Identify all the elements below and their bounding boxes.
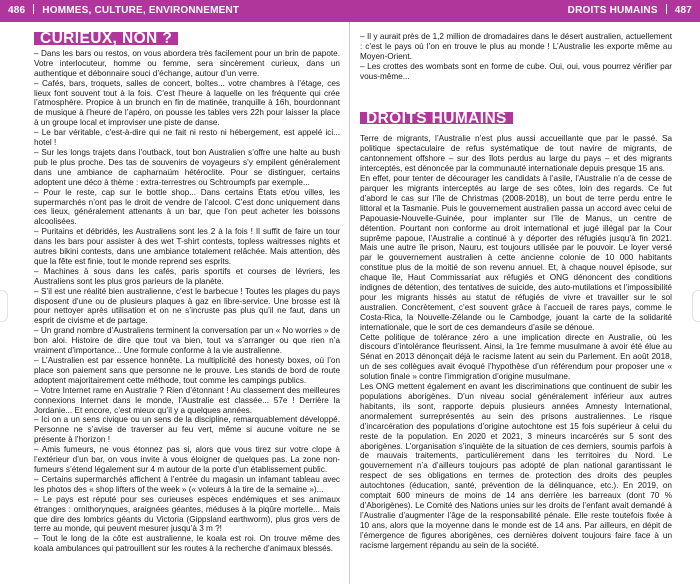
curieux-paragraph: – Il y aurait près de 1,2 million de dromadaires dans le désert australien, actuellement : c’est le pays où l’on en trouve le plus au monde ! L’Australie les exporte même au Moyen-Orient. [360,32,672,61]
curieux-paragraph: – Tout le long de la côte est australienne, le koala est roi. On trouve même des koala ambulances qui patrouillent sur les routes à la recherche d’animaux blessés. [34,534,340,554]
curieux-paragraph: – Le pays est réputé pour ses curieuses espèces endémiques et ses animaux étranges : ornithorynques, araignées géantes, méduses à la piqûre mortelle... Mais que dire des lombrics géants du Victoria (Gippsland earthworm), plus gros vers de terre au monde, qui peuvent mesurer jusqu’à 3 m ?! [34,494,340,534]
curieux-paragraph: – Votre Internet rame en Australie ? Rien d’étonnant ! Au classement des meilleures connexions Internet dans le monde, l’Australie est classée... 57e ! Derrière la Jordanie... Et encore, c’est mieux qu’il y a quelques années. [34,385,340,415]
right-page-edge [692,290,700,322]
left-page-edge [0,290,8,322]
curieux-paragraph: – Certains supermarchés affichent à l’entrée du magasin un infamant tableau avec les photos des « shop lifters of the week » (« voleurs à la tire de la semaine »)... [34,474,340,494]
curieux-paragraph: – Sur les longs trajets dans l’outback, tout bon Australien s’offre une halte au bush pub le plus proche. Des tas de souvenirs de voyageurs s’y empilent généralement dans une ambiance de capharnaüm hétéroclite. Pour se distinguer, certains adoptent une déco à thème : extra-terrestres ou Schtroumpfs par exemple... [34,147,340,187]
droits-humains-paragraph: Terre de migrants, l’Australie n’est plus aussi accueillante que par le passé. Sa politique spectaculaire de refus systématique de tout navire de migrants, de cantonnement offshore – sur des îlots perdus au large du pays – et des migrants interceptés, est dénoncée par la communauté internationale depuis presque 15 ans. [360,134,672,174]
header-separator [666,4,667,14]
header-bar [0,0,700,22]
droits-humains-paragraph: Cette politique de tolérance zéro a une implication directe en Australie, où les discours d’intolérance fleurissent. Ainsi, la 1re femme musulmane à avoir été élue au Sénat en 2013 dénonçait déjà le racisme latent au sein du Parlement. En août 2018, un de ses collègues avait évoqué l’hypothèse d’un référendum pour proposer une « solution finale » contre l’immigration d’origine musulmane. [360,332,672,382]
header-separator [33,4,34,14]
page-gutter [349,22,350,584]
left-page-column [34,30,340,554]
curieux-section-title: CURIEUX, NON ? [34,32,178,45]
right-page-column [360,32,672,551]
left-page-number: 486 [8,5,26,16]
curieux-paragraphs [34,49,340,554]
curieux-paragraph: – Cafés, bars, troquets, salles de concert, boîtes... votre chambres à l’étage, ces lieux font souvent tout à la fois. C’est l’heure à laquelle on les fréquente qui crée l’atmosphère. Propice à un brunch en fin de matinée, tranquille à 16h, bourdonnant de musique à l’heure de l’apéro, on pousse les tables vers 22h pour laisser la place à un groupe local et improviser une piste de danse. [34,78,340,128]
curieux-paragraph: – Pour le reste, cap sur le bottle shop... Dans certains États et/ou villes, les supermarchés n’ont pas le droit de vendre de l’alcool. C’est donc uniquement dans ces lieux, généralement attenants à un bar, que l’on peut acheter les boissons alcoolisées. [34,187,340,227]
curieux-paragraph: – Un grand nombre d’Australiens terminent la conversation par un « No worries » de bon aloi. Histoire de dire que tout va bien, tout va s’arranger ou que rien n’a vraiment d’importance... Une formule conforme à la vie australienne. [34,326,340,356]
droits-humains-section-title: DROITS HUMAINS [360,112,513,125]
left-header-title: HOMMES, CULTURE, ENVIRONNEMENT [42,5,240,16]
curieux-paragraph: – Puritains et débridés, les Australiens sont les 2 à la fois ! Il suffit de faire un tour dans les bars pour assister à des wet T-shirt contests, topless waitresses nights et autres bikini contests, dans une ambiance totalement relâchée. Mais attention, dès que la fête est finie, tout le monde reprend ses esprits. [34,227,340,266]
curieux-paragraph: – Machines à sous dans les cafés, paris sportifs et courses de lévriers, les Australiens sont les plus gros parieurs de la planète. [34,266,340,286]
droits-humains-paragraph: En effet, pour tenter de décourager les candidats à l’asile, l’Australie n’a de cesse de parquer les migrants interceptés au large de ses côtes, loin des regards. Ce fut d’abord le cas sur l’île de Christmas (2008-2018), un bout de terre perdu entre le littoral et la Tasmanie. Puis le gouvernement australien passa un accord avec celui de Papouasie-Nouvelle-Guinée, pour implanter sur l’île de Manus, un centre de détention. Pourtant non conforme au droit international et jugé illégal par la Cour suprême papoue, l’Australie a continué à y déporter des réfugiés jusqu’à fin 2021. Mais une autre île prison, Nauru, est toujours utilisée par le pouvoir. Le loyer versé par le gouvernement australien à cette ancienne colonie de 10 000 habitants constitue plus de la moitié de son revenu annuel. Et, à chaque nouvel épisode, sur chaque île, Haut Commissariat aux réfugiés et ONG dénoncent des conditions indignes de détention, des tentatives de suicide, des auto-mutilations et l’impossibilité pour les migrants hissés au statut de réfugiés de vivre et travailler sur le sol australien. Concrètement, c’est souvent grâce à l’accueil de rares pays, comme le Costa-Rica, la Nouvelle-Zélande ou le Cambodge, jouant la carte de la solidarité internationale, que le sort de ces demandeurs d’asile se dénoue. [360,174,672,332]
curieux-paragraph: – Le bar véritable, c’est-à-dire qui ne fait ni resto ni hébergement, est appelé ici... hotel ! [34,128,340,148]
right-running-header [568,4,692,16]
curieux-paragraph: – L’Australien est par essence honnête. La multiplicité des honesty boxes, où l’on place son paiement sans que personne ne le prouve. Les stands de bord de route adoptent majoritairement cette méthode, tout comme les campings publics. [34,356,340,385]
droits-humains-paragraph: Les ONG mettent également en avant les discriminations que continuent de subir les populations aborigènes. D’un niveau social généralement inférieur aux autres habitants, ils sont, rapporte depuis plusieurs années Amnesty International, anormalement surreprésentés au sein des prisons australiennes. Le risque d’incarcération des populations d’origine autochtone est 15 fois supérieur à celui du reste de la population. En 2020 et 2021, 3 mineurs incarcérés sur 5 sont des aborigènes. L’organisation s’inquiète de la situation de ces derniers, soumis parfois à de mauvais traitements, particulièrement dans les territoires du Nord. Le gouvernement n’a d’ailleurs toujours pas adopté de plan national garantissant le respect de ses obligations en termes de protection des droits des peuples autochtones (éducation, santé, prévention de la délinquance, etc.). En 2019, on comptait 600 mineurs de moins de 14 ans derrière les barreaux (dont 70 % d’Aborigènes). Le Comité des Nations unies sur les droits de l’enfant avait demandé à l’Australie d’augmenter l’âge de la responsabilité pénale. Elle reste toutefois fixée à 10 ans, alors que la moyenne dans le monde est de 14 ans. Par ailleurs, en dépit de l’émergence de figures aborigènes, ces dernières doivent toujours faire face à un racisme largement répandu au sein de la société. [360,382,672,550]
right-header-title: DROITS HUMAINS [567,5,658,16]
curieux-continued-paragraphs [360,32,672,82]
curieux-paragraph: – S’il est une réalité bien australienne, c’est le barbecue ! Toutes les plages du pays disposent d’une ou de plusieurs plaques à gaz en libre-service. Une brosse est là pour nettoyer après utilisation et on ne s’incruste pas plus qu’il ne faut, dans un esprit de civisme et de partage. [34,286,340,326]
droits-humains-paragraphs [360,134,672,550]
right-page-number: 487 [674,5,692,16]
curieux-paragraph: – Amis fumeurs, ne vous étonnez pas si, alors que vous tirez sur votre clope à l’extérieur d’un bar, on vous invite à vous éloigner de quelques pas. La zone non-fumeurs s’étend légalement sur 4 m autour de la porte d’un établissement public. [34,445,340,474]
left-running-header [8,4,239,16]
curieux-paragraph: – Ici on a un sens civique ou un sens de la discipline, remarquablement développé. Personne ne s’avise de traverser au feu vert, même si aucune voiture ne se présente à l’horizon ! [34,415,340,445]
curieux-paragraph: – Dans les bars ou restos, on vous abordera très facilement pour un brin de papote. Votre interlocuteur, homme ou femme, sera sincèrement curieux, dans un authentique et débonnaire souci d’échange, autour d’un verre. [34,48,340,78]
curieux-paragraph: – Les crottes des wombats sont en forme de cube. Oui, oui, vous pourrez vérifier par vous-même... [360,61,672,81]
